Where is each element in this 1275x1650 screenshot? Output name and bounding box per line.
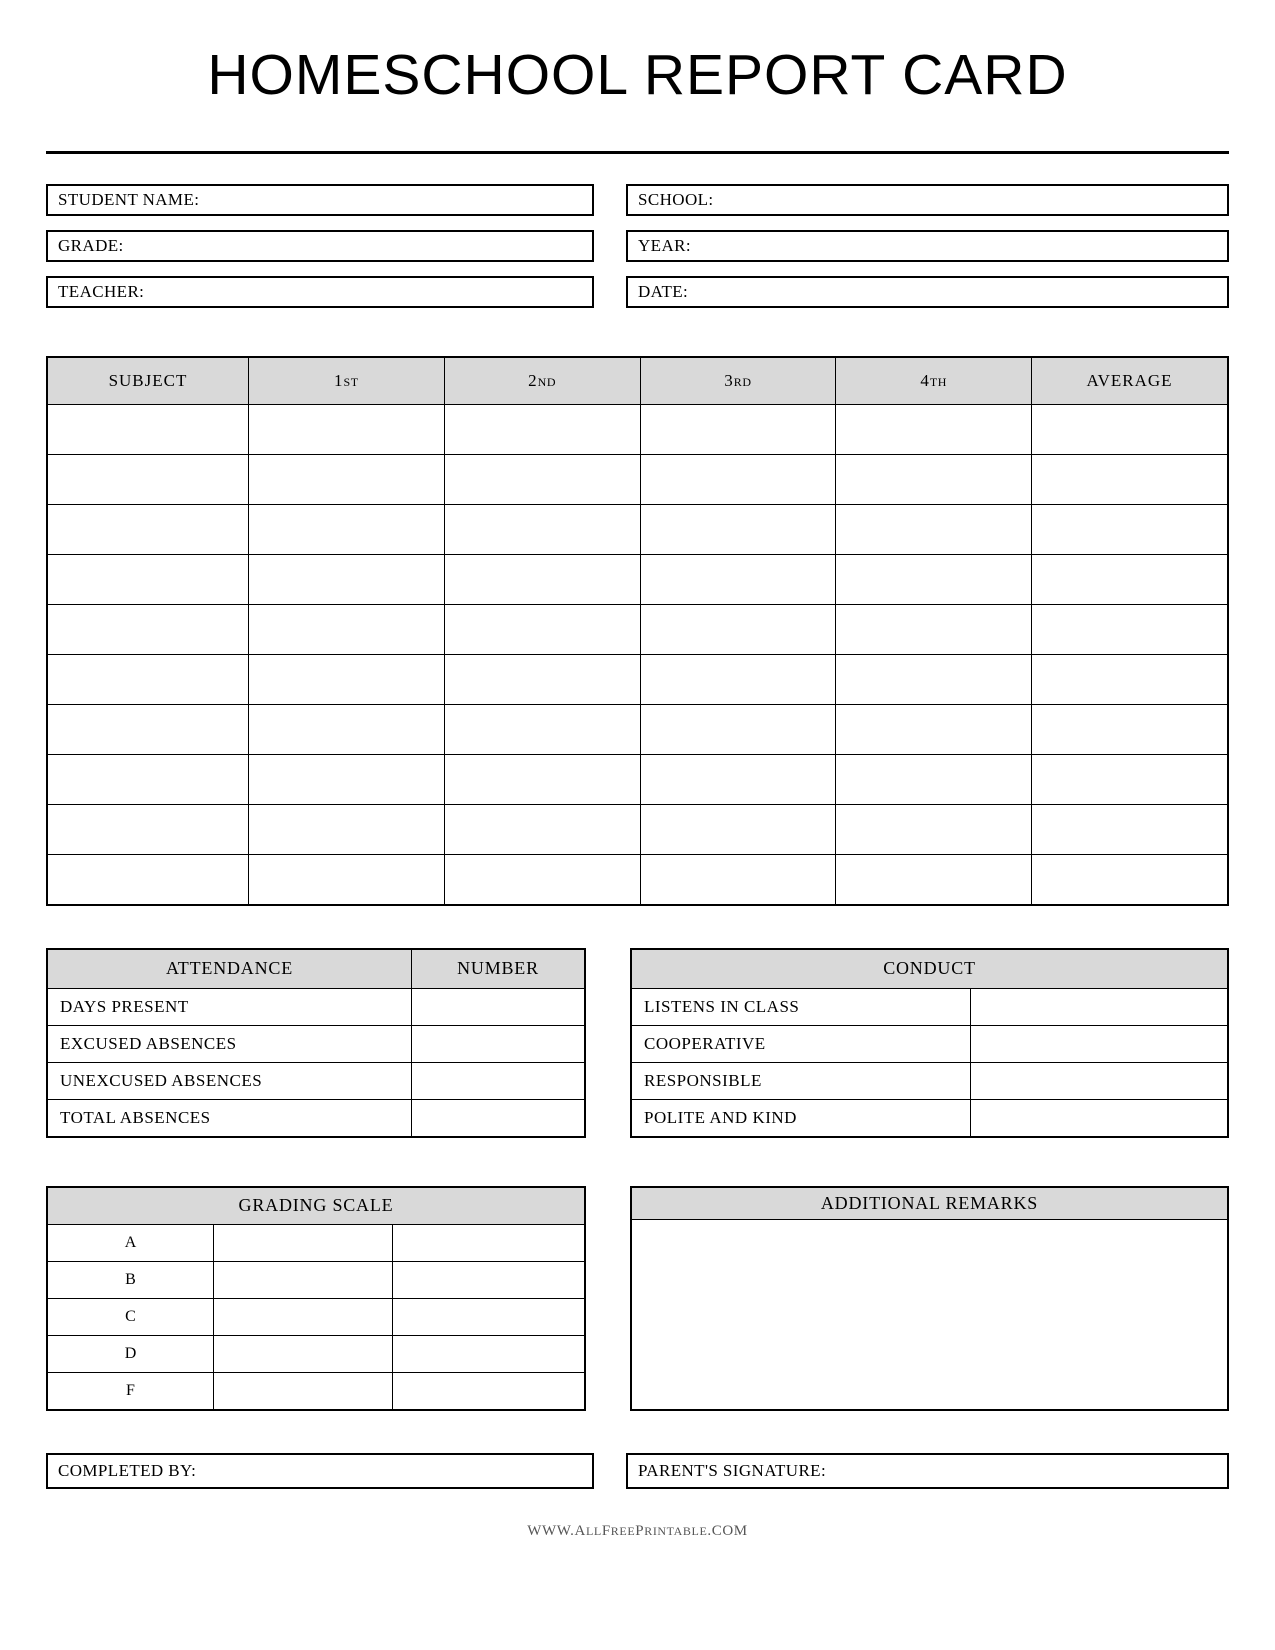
grade-cell[interactable] xyxy=(248,404,444,454)
grade-cell[interactable] xyxy=(640,504,836,554)
page-title: HOMESCHOOL REPORT CARD xyxy=(207,43,1068,107)
header-q4-suffix: TH xyxy=(929,374,948,389)
grading-table-body xyxy=(47,1224,585,1410)
title-divider xyxy=(46,151,1229,154)
table-row xyxy=(47,1372,585,1410)
footer-brand-all: LL xyxy=(585,1523,602,1538)
grade-cell[interactable] xyxy=(248,554,444,604)
conduct-label: RESPONSIBLE xyxy=(631,1062,971,1099)
grade-cell[interactable] xyxy=(1032,604,1228,654)
table-row xyxy=(47,404,1228,454)
subject-cell[interactable] xyxy=(47,754,248,804)
grade-note-cell[interactable] xyxy=(393,1298,586,1335)
table-row xyxy=(47,1224,585,1261)
signature-section xyxy=(46,1453,1229,1489)
grading-block xyxy=(46,1186,586,1411)
header-q1 xyxy=(248,357,444,405)
grade-letter: F xyxy=(47,1372,214,1410)
grade-cell[interactable] xyxy=(248,504,444,554)
grade-range-cell[interactable] xyxy=(214,1372,393,1410)
header-q4 xyxy=(836,357,1032,405)
grade-cell[interactable] xyxy=(444,404,640,454)
date-field[interactable]: DATE: xyxy=(626,276,1229,308)
footer-brand-f: F xyxy=(601,1522,611,1539)
grade-cell[interactable] xyxy=(640,854,836,905)
table-row xyxy=(47,554,1228,604)
conduct-block xyxy=(630,948,1229,1138)
grade-cell[interactable] xyxy=(836,454,1032,504)
grade-cell[interactable] xyxy=(836,654,1032,704)
grade-cell[interactable] xyxy=(444,704,640,754)
info-row xyxy=(46,230,1229,262)
grade-cell[interactable] xyxy=(248,804,444,854)
footer-brand-a: A xyxy=(574,1522,586,1539)
attendance-header-row xyxy=(47,949,585,989)
remarks-header-label: ADDITIONAL REMARKS xyxy=(632,1188,1227,1220)
subject-cell[interactable] xyxy=(47,504,248,554)
grade-cell[interactable] xyxy=(248,704,444,754)
grade-cell[interactable] xyxy=(640,554,836,604)
header-q1-suffix: ST xyxy=(343,374,359,389)
conduct-label: POLITE AND KIND xyxy=(631,1099,971,1137)
grade-note-cell[interactable] xyxy=(393,1261,586,1298)
grade-letter: A xyxy=(47,1224,214,1261)
attendance-table xyxy=(46,948,586,1138)
grade-cell[interactable] xyxy=(836,604,1032,654)
subject-cell[interactable] xyxy=(47,854,248,905)
grade-cell[interactable] xyxy=(1032,504,1228,554)
grade-cell[interactable] xyxy=(444,804,640,854)
grade-cell[interactable] xyxy=(248,654,444,704)
conduct-header-row xyxy=(631,949,1228,989)
student-name-field[interactable]: STUDENT NAME: xyxy=(46,184,594,216)
grade-field[interactable]: GRADE: xyxy=(46,230,594,262)
subject-cell[interactable] xyxy=(47,604,248,654)
grading-scale-table xyxy=(46,1186,586,1411)
grade-cell[interactable] xyxy=(1032,854,1228,905)
grade-cell[interactable] xyxy=(1032,404,1228,454)
grade-cell[interactable] xyxy=(444,504,640,554)
grade-cell[interactable] xyxy=(444,754,640,804)
grade-cell[interactable] xyxy=(444,854,640,905)
grade-cell[interactable] xyxy=(444,454,640,504)
header-q1-label: 1 xyxy=(333,370,344,390)
table-row xyxy=(47,1298,585,1335)
table-row xyxy=(47,504,1228,554)
table-row xyxy=(47,704,1228,754)
student-info-section xyxy=(46,184,1229,308)
table-row xyxy=(47,1025,585,1062)
table-row xyxy=(47,454,1228,504)
grade-cell[interactable] xyxy=(248,854,444,905)
grade-cell[interactable] xyxy=(836,404,1032,454)
attendance-header-number: NUMBER xyxy=(412,949,586,989)
info-row xyxy=(46,276,1229,308)
footer-suffix: .COM xyxy=(707,1522,748,1539)
grade-cell[interactable] xyxy=(1032,704,1228,754)
attendance-label: TOTAL ABSENCES xyxy=(47,1099,412,1137)
remarks-block xyxy=(630,1186,1229,1411)
grade-cell[interactable] xyxy=(640,454,836,504)
table-row xyxy=(47,1261,585,1298)
table-row xyxy=(631,988,1228,1025)
table-row xyxy=(631,1025,1228,1062)
table-row xyxy=(47,604,1228,654)
grading-remarks-section xyxy=(46,1186,1229,1411)
conduct-value-cell[interactable] xyxy=(971,1099,1229,1137)
conduct-value-cell[interactable] xyxy=(971,988,1229,1025)
grade-cell[interactable] xyxy=(1032,554,1228,604)
subject-cell[interactable] xyxy=(47,554,248,604)
table-row xyxy=(631,1062,1228,1099)
attendance-value-cell[interactable] xyxy=(412,1099,586,1137)
grade-cell[interactable] xyxy=(836,804,1032,854)
grade-range-cell[interactable] xyxy=(214,1298,393,1335)
attendance-block xyxy=(46,948,586,1138)
grade-cell[interactable] xyxy=(248,754,444,804)
header-subject-label: SUBJECT xyxy=(108,370,188,390)
grade-cell[interactable] xyxy=(640,404,836,454)
table-row xyxy=(47,854,1228,905)
additional-remarks-box xyxy=(630,1186,1229,1411)
grade-cell[interactable] xyxy=(640,804,836,854)
header-q4-label: 4 xyxy=(920,370,930,390)
table-row xyxy=(47,1099,585,1137)
grade-letter: C xyxy=(47,1298,214,1335)
header-average xyxy=(1032,357,1228,405)
grade-cell[interactable] xyxy=(444,604,640,654)
grading-header-label: GRADING SCALE xyxy=(47,1187,585,1225)
subject-cell[interactable] xyxy=(47,654,248,704)
grade-cell[interactable] xyxy=(1032,454,1228,504)
conduct-value-cell[interactable] xyxy=(971,1025,1229,1062)
header-q2-label: 2 xyxy=(528,370,538,390)
footer-brand-printable: RINTABLE xyxy=(644,1523,708,1538)
attendance-value-cell[interactable] xyxy=(412,988,586,1025)
remarks-input[interactable] xyxy=(632,1220,1227,1409)
table-row xyxy=(631,1099,1228,1137)
header-q2-suffix: ND xyxy=(537,374,557,389)
grade-note-cell[interactable] xyxy=(393,1372,586,1410)
footer-prefix: WWW. xyxy=(527,1522,575,1539)
grade-cell[interactable] xyxy=(248,604,444,654)
conduct-value-cell[interactable] xyxy=(971,1062,1229,1099)
conduct-table-body xyxy=(631,988,1228,1137)
school-field[interactable]: SCHOOL: xyxy=(626,184,1229,216)
header-subject xyxy=(47,357,248,405)
grade-letter: B xyxy=(47,1261,214,1298)
grade-cell[interactable] xyxy=(640,604,836,654)
header-average-label: AVERAGE xyxy=(1086,370,1173,390)
grade-cell[interactable] xyxy=(836,554,1032,604)
grade-cell[interactable] xyxy=(444,654,640,704)
table-row xyxy=(47,988,585,1025)
info-row xyxy=(46,184,1229,216)
attendance-value-cell[interactable] xyxy=(412,1025,586,1062)
subject-table-body xyxy=(47,404,1228,905)
teacher-field[interactable]: TEACHER: xyxy=(46,276,594,308)
subject-cell[interactable] xyxy=(47,454,248,504)
grade-cell[interactable] xyxy=(640,704,836,754)
table-row xyxy=(47,654,1228,704)
attendance-conduct-section xyxy=(46,948,1229,1138)
header-q3-suffix: RD xyxy=(733,374,752,389)
table-row xyxy=(47,1335,585,1372)
grade-cell[interactable] xyxy=(248,454,444,504)
footer-brand-free: REE xyxy=(610,1523,636,1538)
conduct-label: COOPERATIVE xyxy=(631,1025,971,1062)
parent-signature-field[interactable]: PARENT'S SIGNATURE: xyxy=(626,1453,1229,1489)
year-field[interactable]: YEAR: xyxy=(626,230,1229,262)
table-row xyxy=(47,1062,585,1099)
grade-cell[interactable] xyxy=(1032,754,1228,804)
attendance-label: EXCUSED ABSENCES xyxy=(47,1025,412,1062)
table-row xyxy=(47,804,1228,854)
grade-cell[interactable] xyxy=(640,754,836,804)
header-q2 xyxy=(444,357,640,405)
attendance-label: DAYS PRESENT xyxy=(47,988,412,1025)
grade-cell[interactable] xyxy=(836,754,1032,804)
subject-cell[interactable] xyxy=(47,404,248,454)
footer-credit xyxy=(46,1523,1229,1540)
header-q3-label: 3 xyxy=(724,370,734,390)
subject-cell[interactable] xyxy=(47,704,248,754)
grading-header-row xyxy=(47,1187,585,1225)
attendance-header-label: ATTENDANCE xyxy=(47,949,412,989)
header-q3 xyxy=(640,357,836,405)
grade-range-cell[interactable] xyxy=(214,1224,393,1261)
grade-cell[interactable] xyxy=(836,504,1032,554)
grade-cell[interactable] xyxy=(640,654,836,704)
attendance-table-body xyxy=(47,988,585,1137)
grade-cell[interactable] xyxy=(1032,804,1228,854)
grade-range-cell[interactable] xyxy=(214,1261,393,1298)
grade-range-cell[interactable] xyxy=(214,1335,393,1372)
grade-cell[interactable] xyxy=(836,704,1032,754)
grade-cell[interactable] xyxy=(836,854,1032,905)
footer-brand-p: P xyxy=(635,1522,645,1539)
conduct-label: LISTENS IN CLASS xyxy=(631,988,971,1025)
conduct-header-label: CONDUCT xyxy=(631,949,1228,989)
grade-cell[interactable] xyxy=(444,554,640,604)
conduct-table xyxy=(630,948,1229,1138)
subject-cell[interactable] xyxy=(47,804,248,854)
grade-letter: D xyxy=(47,1335,214,1372)
subject-grades-table xyxy=(46,356,1229,906)
table-row xyxy=(47,754,1228,804)
attendance-value-cell[interactable] xyxy=(412,1062,586,1099)
grade-note-cell[interactable] xyxy=(393,1224,586,1261)
table-header-row xyxy=(47,357,1228,405)
completed-by-field[interactable]: COMPLETED BY: xyxy=(46,1453,594,1489)
grade-note-cell[interactable] xyxy=(393,1335,586,1372)
attendance-label: UNEXCUSED ABSENCES xyxy=(47,1062,412,1099)
grade-cell[interactable] xyxy=(1032,654,1228,704)
